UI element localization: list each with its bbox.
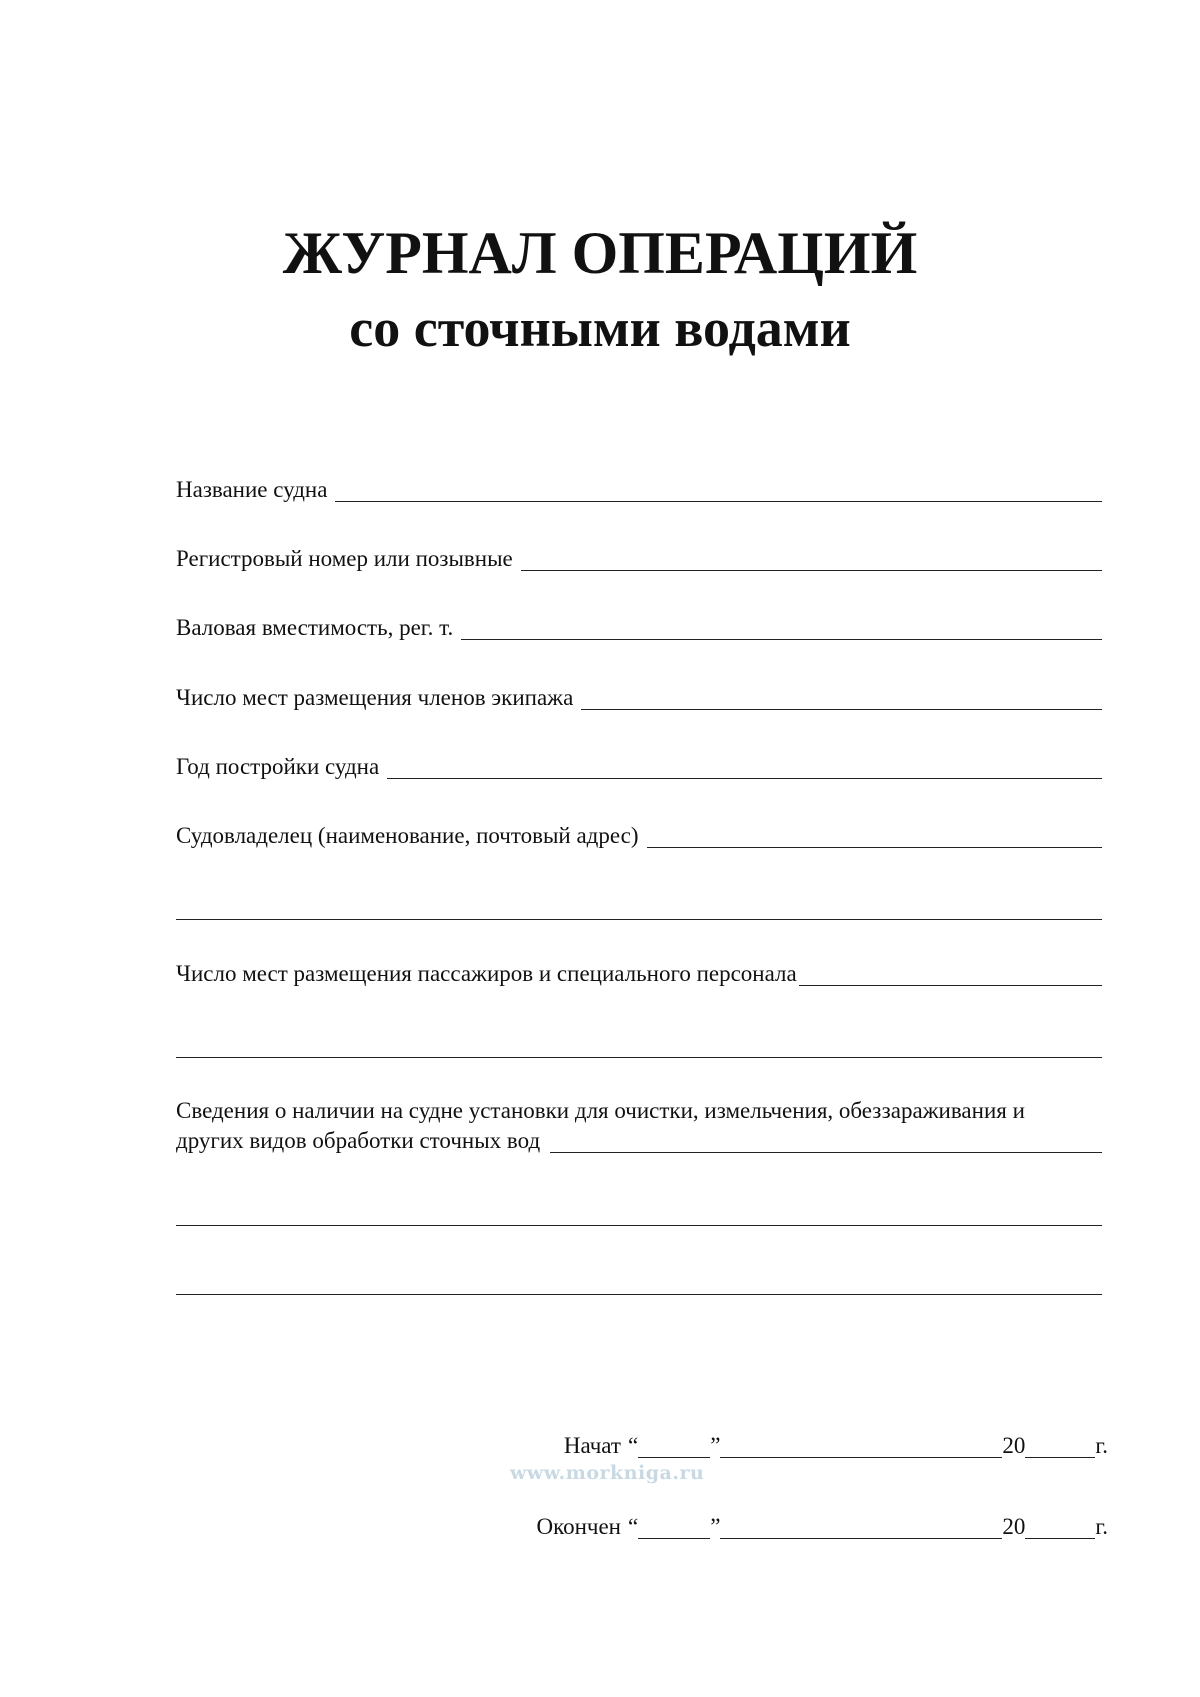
registry-number-blank[interactable] [521, 548, 1102, 571]
shipowner-field [176, 822, 1102, 850]
vessel-name-label: Название судна [176, 477, 328, 502]
ended-day-blank[interactable] [638, 1516, 710, 1539]
gross-tonnage-blank[interactable] [461, 617, 1102, 640]
passenger-berths-blank[interactable] [799, 963, 1102, 986]
year-suffix: г. [1095, 1514, 1108, 1539]
page-title: ЖУРНАЛ ОПЕРАЦИЙ [282, 220, 918, 286]
started-month-blank[interactable] [720, 1435, 1002, 1458]
registry-number-field [176, 545, 1102, 573]
started-day-blank[interactable] [638, 1435, 710, 1458]
close-quote: ” [710, 1514, 721, 1539]
shipowner-blank[interactable] [647, 825, 1102, 848]
started-label: Начат [563, 1433, 621, 1458]
started-date-row [564, 1432, 1108, 1460]
vessel-name-field [176, 476, 1102, 504]
gross-tonnage-label: Валовая вместимость, рег. т. [176, 615, 454, 640]
ended-date-row [536, 1513, 1108, 1541]
century-prefix: 20 [1002, 1433, 1026, 1458]
passenger-berths-field [176, 960, 1102, 988]
ended-month-blank[interactable] [720, 1516, 1002, 1539]
vessel-name-blank[interactable] [335, 479, 1102, 502]
passenger-berths-label: Число мест размещения пассажиров и специального персонала [176, 961, 797, 986]
watermark: www.morkniga.ru [510, 1462, 705, 1484]
build-year-blank[interactable] [387, 756, 1102, 779]
close-quote: ” [710, 1433, 721, 1458]
passenger-berths-continuation-blank[interactable] [176, 1057, 1102, 1058]
ended-label: Окончен [536, 1514, 621, 1539]
open-quote: “ [627, 1433, 639, 1458]
build-year-label: Год постройки судна [176, 754, 380, 779]
treatment-plant-field [176, 1096, 1102, 1156]
crew-berths-label: Число мест размещения членов экипажа [176, 685, 574, 710]
century-prefix: 20 [1002, 1514, 1026, 1539]
treatment-plant-label-line2: других видов обработки сточных вод [176, 1128, 541, 1153]
gross-tonnage-field [176, 614, 1102, 642]
ended-year-blank[interactable] [1025, 1516, 1095, 1539]
shipowner-label: Судовладелец (наименование, почтовый адрес) [176, 823, 639, 848]
crew-berths-field [176, 684, 1102, 712]
treatment-plant-label-line1: Сведения о наличии на судне установки для очистки, измельчения, обеззараживания и [176, 1098, 1025, 1123]
build-year-field [176, 753, 1102, 781]
year-suffix: г. [1095, 1433, 1108, 1458]
treatment-continuation-blank-1[interactable] [176, 1225, 1102, 1226]
registry-number-label: Регистровый номер или позывные [176, 546, 513, 571]
treatment-plant-blank[interactable] [550, 1130, 1102, 1153]
shipowner-continuation-blank[interactable] [176, 919, 1102, 920]
treatment-continuation-blank-2[interactable] [176, 1294, 1102, 1295]
started-year-blank[interactable] [1025, 1435, 1095, 1458]
open-quote: “ [627, 1514, 639, 1539]
page-subtitle: со сточными водами [349, 298, 851, 358]
crew-berths-blank[interactable] [581, 687, 1102, 710]
